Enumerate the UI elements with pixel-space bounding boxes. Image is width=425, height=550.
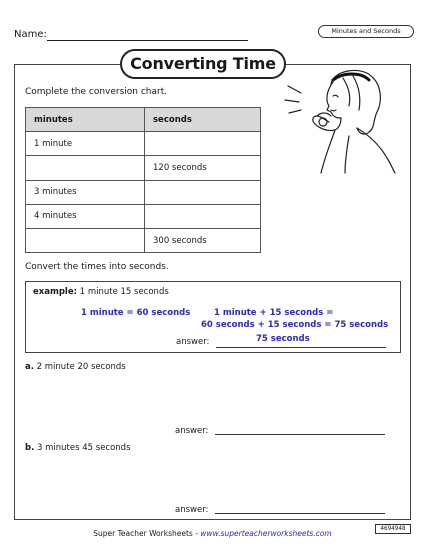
chart-cell-minutes[interactable]: 3 minutes	[26, 180, 145, 204]
chart-instruction: Complete the conversion chart.	[25, 87, 168, 97]
chart-cell-minutes[interactable]: 1 minute	[26, 132, 145, 156]
question-text: 3 minutes 45 seconds	[37, 443, 131, 453]
question-text: 2 minute 20 seconds	[36, 362, 126, 372]
footer-site-name: Super Teacher Worksheets	[93, 529, 193, 538]
chart-cell-seconds[interactable]	[145, 132, 261, 156]
chart-row	[26, 132, 261, 156]
question-a	[25, 362, 126, 372]
example-label: example:	[33, 287, 78, 297]
example-box	[25, 281, 401, 353]
chart-row	[26, 204, 261, 228]
answer-line[interactable]	[215, 434, 385, 435]
worksheet-code: 4694948	[375, 524, 411, 534]
example-text: 1 minute 15 seconds	[79, 287, 169, 297]
name-label: Name:	[14, 29, 47, 40]
chart-header-row	[26, 108, 261, 132]
girl-checking-watch-illustration	[283, 66, 401, 174]
question-b	[25, 443, 131, 453]
chart-cell-seconds[interactable]	[145, 204, 261, 228]
example-step2-line2: 60 seconds + 15 seconds = 75 seconds	[201, 320, 389, 330]
example-prompt	[33, 287, 169, 297]
chart-row	[26, 156, 261, 180]
question-letter: b.	[25, 443, 35, 453]
topic-badge: Minutes and Seconds	[318, 25, 414, 38]
example-step2-line1: 1 minute + 15 seconds =	[214, 308, 334, 318]
answer-label: answer:	[175, 426, 209, 436]
example-answer-label: answer:	[176, 337, 210, 347]
chart-row	[26, 180, 261, 204]
chart-cell-seconds[interactable]	[145, 180, 261, 204]
chart-cell-seconds[interactable]: 120 seconds	[145, 156, 261, 180]
chart-cell-minutes[interactable]	[26, 228, 145, 252]
example-answer-value: 75 seconds	[256, 334, 310, 344]
worksheet-title: Converting Time	[120, 49, 286, 79]
chart-cell-minutes[interactable]	[26, 156, 145, 180]
question-letter: a.	[25, 362, 34, 372]
chart-row	[26, 228, 261, 252]
footer-url-link[interactable]: www.superteacherworksheets.com	[200, 529, 332, 538]
chart-header-minutes: minutes	[26, 108, 145, 132]
chart-cell-seconds[interactable]: 300 seconds	[145, 228, 261, 252]
footer	[0, 529, 425, 538]
conversion-chart	[25, 107, 261, 253]
answer-line[interactable]	[215, 513, 385, 514]
example-answer-line	[216, 347, 386, 348]
example-step1: 1 minute = 60 seconds	[81, 308, 191, 318]
name-line[interactable]	[47, 40, 248, 41]
chart-cell-minutes[interactable]: 4 minutes	[26, 204, 145, 228]
footer-separator: -	[192, 529, 201, 538]
answer-label: answer:	[175, 505, 209, 515]
convert-instruction: Convert the times into seconds.	[25, 262, 169, 272]
chart-header-seconds: seconds	[145, 108, 261, 132]
